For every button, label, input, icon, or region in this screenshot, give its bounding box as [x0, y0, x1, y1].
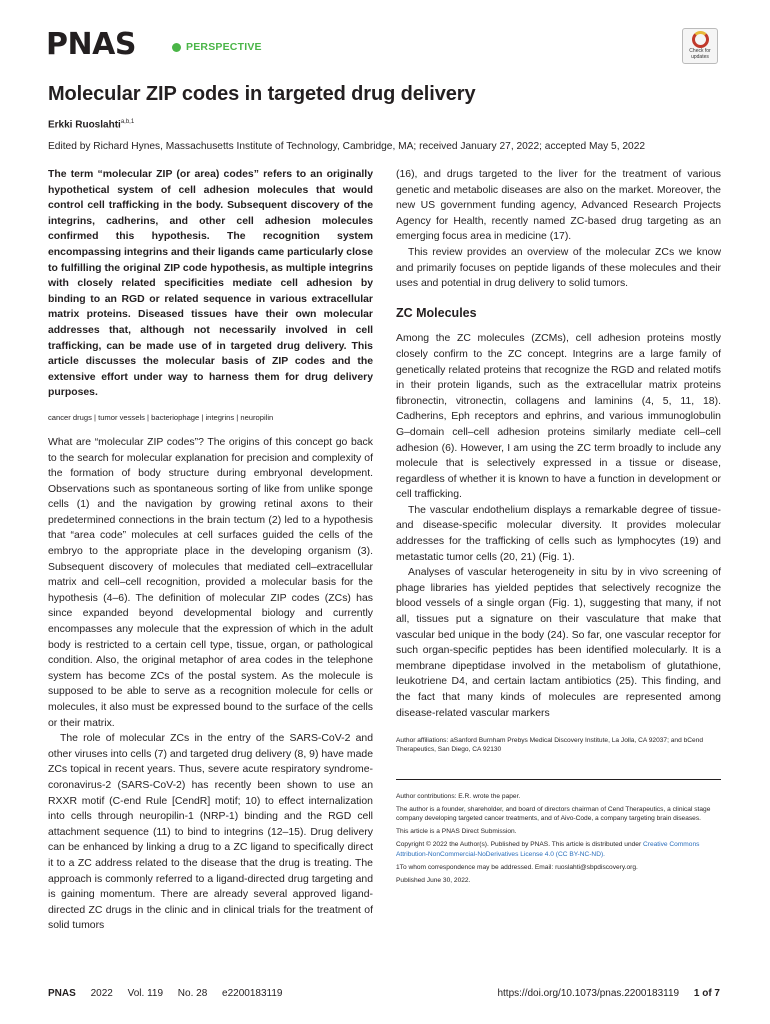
contributions-note: Author contributions: E.R. wrote the paper. — [396, 792, 521, 800]
published-date: Published June 30, 2022. — [396, 877, 471, 885]
body-paragraph: (16), and drugs targeted to the liver for the treatment of various genetic and metabolic diseases are also on the market. Moreover, the new US government funding agency, Advanced Research Projects Agency for Health, recently named ZC-based drug targeting as an emerging focus area in medicine (17). — [396, 169, 721, 243]
article-type-label: PERSPECTIVE — [186, 41, 262, 53]
page-footer — [48, 988, 720, 999]
body-paragraph: The role of molecular ZCs in the entry of the SARS-CoV-2 and other viruses into cells (7) and targeted drug delivery (8, 9) have made ZCs topical in recent years. Thus, severe acute respiratory syndrome-coronavirus-2 (SARS-CoV-2) has recently been shown to use an RXXR motif (C-end Rule [CendR] motif; 10) to effect internalization into cells through neuropilin-1 (NRP-1) binding and the RGD cell attachment sequence (11) to bind to integrins (12–15). Drug delivery can be enhanced by linking a drug to a ZC ligand to specifically direct it to a ZC address related to the disease that the drug is treating. The approach is commonly referred to a ligand-directed drug targeting and is gaining momentum. There are already several approved ligand-directed ZC drugs in the clinic and in clinical trials for the treatment of solid tumors — [48, 733, 373, 932]
copyright-text: Copyright © 2022 the Author(s). Published by PNAS. This article is distributed under — [396, 841, 643, 849]
footer-doi-link[interactable]: https://doi.org/10.1073/pnas.2200183119 — [497, 988, 680, 999]
footnotes — [396, 792, 721, 886]
footer-journal: PNAS — [48, 988, 76, 999]
competing-interest-note: The author is a founder, shareholder, and board of directors chairman of Cend Therapeutics, a clinical stage company developing targeted cancer treatments, and of Aivo-Code, a company targeting brain diseases. — [396, 805, 711, 822]
left-column — [48, 167, 373, 934]
direct-submission-note: This article is a PNAS Direct Submission. — [396, 828, 517, 836]
body-paragraph: What are “molecular ZIP codes”? The origins of this concept go back to the search for molecular explanation for precision and complexity of the formation of body structure during embryonal development. Observations such as spontaneous sorting of like from unlike sponge cells (1) and the navigation by growing retinal axons to their predetermined connections in the brain tectum (2) led to a hypothesis that “area code” molecules at cell surfaces guided the cells of the embryo to the appropriate place in the developing organism (3). Subsequent discovery of molecules that mediated cell–extracellular matrix and cell–cell recognition, provided a molecular basis for the hypothesis (4–6). The definition of molecular ZIP codes (ZCs) has since expanded beyond developmental biology and currently encompasses any molecule that the expression of which in the adult body is restricted to a certain cell type, tissue, organ, or pathological condition. Also, the original metaphor of area codes in the telephone system has become ZCs of the postal system. As the molecule is supposed to be able to serve as a recognition molecule for cells or molecules, it also must be expressed bound to the surface of the cells or their matrix. — [48, 436, 373, 729]
body-paragraph: This review provides an overview of the molecular ZCs we know and primarily focuses on peptide ligands of these molecules and their uses and potential in drug delivery to solid tumors. — [396, 246, 721, 290]
body-paragraph: Analyses of vascular heterogeneity in situ by in vivo screening of phage libraries has yielded peptides that selectively recognize the blood vessels of a single organ (Fig. 1), suggesting that many, if not all, tissues put a signature on their vasculature that make that vascular bed unique in the body (24). So far, one vascular receptor for such organ-specific peptides has been identified molecularly. It is a membrane dipeptidase involved in the metabolism of glutathione, leukotriene D4, and certain lactam antibiotics (25). This finding, and the fact that many kinds of molecules are represented among disease-related vascular markers — [396, 567, 721, 719]
footer-citation — [48, 988, 294, 999]
right-column — [396, 167, 721, 889]
divider — [396, 779, 721, 780]
check-for-updates-button[interactable] — [682, 28, 718, 64]
author-line — [48, 119, 134, 130]
footer-right — [497, 988, 720, 999]
abstract: The term “molecular ZIP (or area) codes” refers to an originally hypothetical system of cell adhesion molecules that would control cell trafficking in the body. Subsequent discovery of the integrins, cadherins, and other cell adhesion molecules confirmed this hypothesis. The recognition system encompassing integrins and their ligands came particularly close to fulfilling the original ZIP code hypothesis, as multiple integrins with closely related specificities mediate cell adhesion by binding to an RGD or related sequence in various extracellular matrix proteins. Diseased tissues have their own molecular addresses that, although not necessarily involved in cell trafficking, can be made use of in targeted drug delivery. This article discusses the molecular basis of ZIP codes and the extensive effort under way to harness them for drug delivery purposes. — [48, 169, 373, 399]
keywords: cancer drugs | tumor vessels | bacteriophage | integrins | neuropilin — [48, 412, 274, 422]
footer-year: 2022 — [90, 988, 113, 999]
section-heading: ZC Molecules — [396, 305, 477, 320]
article-type-badge — [172, 41, 262, 53]
author-affil-sup: a,b,1 — [120, 119, 135, 125]
author-name[interactable]: Erkki Ruoslahti — [48, 119, 121, 131]
author-affiliations: Author affiliations: aSanford Burnham Prebys Medical Discovery Institute, La Jolla, CA 92037; and bCend Therapeutics, San Diego, CA 92130 — [396, 737, 704, 754]
check-updates-label: Check for updates — [689, 48, 711, 60]
footer-number: No. 28 — [177, 988, 208, 999]
license-link[interactable]: Creative Commons Attribution-NonCommercial-NoDerivatives License 4.0 (CC BY-NC-ND). — [396, 841, 700, 858]
article-title: Molecular ZIP codes in targeted drug delivery — [48, 83, 476, 105]
copyright-note — [396, 840, 721, 858]
perspective-dot-icon — [172, 43, 181, 52]
footer-volume: Vol. 119 — [127, 988, 164, 999]
correspondence-note: 1To whom correspondence may be addressed. Email: ruoslahti@sbpdiscovery.org. — [396, 863, 638, 871]
body-paragraph: Among the ZC molecules (ZCMs), cell adhesion proteins mostly closely confirm to the ZC concept. Integrins are a large family of genetically related proteins that recognize the RGD and related motifs in their protein ligands, such as the extracellular matrix proteins fibronectin, vitronectin, collagens and laminins (4, 5, 11, 18). Cadherins, Eph receptors and ephrins, and various immunoglobulin G–domain cell–cell adhesion proteins similarly mediate cell–cell adhesion (6). However, I am using the ZC term broadly to include any molecule that is selectively expressed in a tissue or disease, regardless of whether it is known to have a function in development or cell trafficking. — [396, 333, 721, 501]
journal-logo: PNAS — [46, 27, 136, 62]
edited-by-line: Edited by Richard Hynes, Massachusetts Institute of Technology, Cambridge, MA; received January 27, 2022; accepted May 5, 2022 — [48, 141, 646, 152]
footer-article-id: e2200183119 — [222, 988, 283, 999]
check-updates-icon — [692, 31, 709, 48]
footer-page-number: 1 of 7 — [693, 988, 720, 999]
body-paragraph: The vascular endothelium displays a remarkable degree of tissue- and disease-specific molecular diversity. It provides molecular addresses for the trafficking of cells such as lymphocytes (19) and metastatic tumor cells (20, 21) (Fig. 1). — [396, 504, 721, 563]
